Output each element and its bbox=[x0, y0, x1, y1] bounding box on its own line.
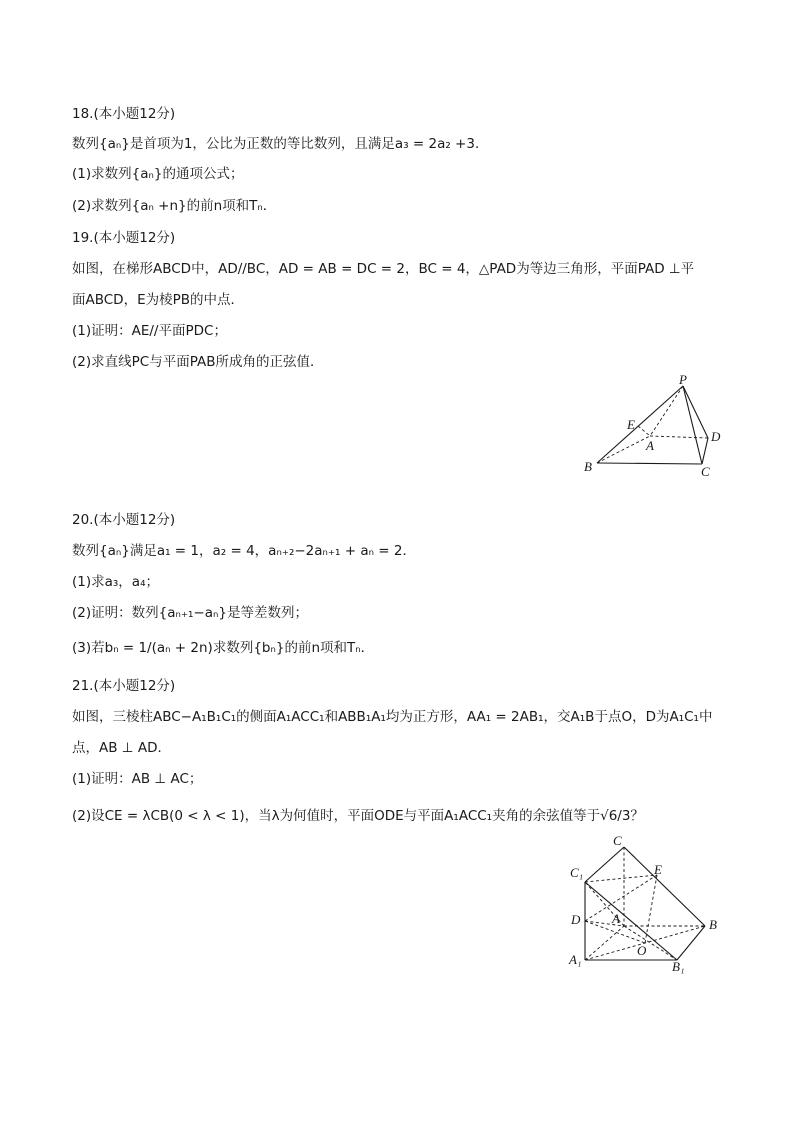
label-D: D bbox=[571, 912, 581, 927]
problem-20-part-1: (1)求a₃，a₄； bbox=[72, 574, 159, 590]
label-C1: C₁ bbox=[570, 865, 584, 880]
label-O: O bbox=[637, 943, 647, 958]
problem-18-statement: 数列{aₙ}是首项为1，公比为正数的等比数列，且满足a₃ = 2a₂ +3． bbox=[72, 136, 489, 152]
prism-figure bbox=[560, 830, 730, 980]
problem-19-statement-line-2: 面ABCD，E为棱PB的中点． bbox=[72, 292, 245, 308]
label-E: E bbox=[627, 417, 635, 432]
problem-20-part-2: (2)证明：数列{aₙ₊₁−aₙ}是等差数列； bbox=[72, 605, 308, 621]
label-C: C bbox=[613, 833, 622, 848]
problem-18-part-2: (2)求数列{aₙ +n}的前n项和Tₙ． bbox=[72, 198, 277, 214]
problem-20-header: 20.(本小题12分) bbox=[72, 512, 176, 528]
problem-19-part-1: (1)证明：AE//平面PDC； bbox=[72, 323, 227, 339]
problem-21-part-1: (1)证明：AB ⊥ AC； bbox=[72, 771, 203, 787]
problem-21-statement-line-1: 如图，三棱柱ABC−A₁B₁C₁的侧面A₁ACC₁和ABB₁A₁均为正方形，AA₁ = 2AB₁，交A₁B于点O，D为A₁C₁中 bbox=[72, 709, 713, 725]
problem-20-part-3: (3)若bₙ = 1/(aₙ + 2n)求数列{bₙ}的前n项和Tₙ． bbox=[72, 640, 375, 656]
problem-21-header: 21.(本小题12分) bbox=[72, 678, 176, 694]
problem-18-part-1: (1)求数列{aₙ}的通项公式； bbox=[72, 166, 244, 182]
label-P: P bbox=[679, 372, 687, 387]
problem-21-statement-line-2: 点，AB ⊥ AD． bbox=[72, 740, 171, 756]
label-B: B bbox=[584, 459, 592, 474]
label-A: A bbox=[612, 911, 620, 926]
label-B1: B₁ bbox=[672, 959, 685, 974]
label-E: E bbox=[654, 862, 662, 877]
label-D: D bbox=[711, 429, 721, 444]
problem-19-part-2: (2)求直线PC与平面PAB所成角的正弦值． bbox=[72, 354, 324, 370]
problem-19-header: 19.(本小题12分) bbox=[72, 230, 176, 246]
problem-20-statement: 数列{aₙ}满足a₁ = 1，a₂ = 4，aₙ₊₂−2aₙ₊₁ + aₙ = 2． bbox=[72, 543, 416, 559]
pyramid-figure bbox=[580, 372, 730, 482]
problem-18-header: 18.(本小题12分) bbox=[72, 106, 176, 122]
label-A: A bbox=[646, 438, 654, 453]
label-C: C bbox=[701, 464, 710, 479]
label-A1: A₁ bbox=[569, 952, 582, 967]
problem-21-part-2: (2)设CE = λCB(0 < λ < 1)，当λ为何值时，平面ODE与平面A₁ACC₁夹角的余弦值等于√6/3？ bbox=[72, 808, 644, 824]
label-B: B bbox=[709, 917, 717, 932]
problem-19-statement-line-1: 如图，在梯形ABCD中，AD//BC，AD = AB = DC = 2，BC = 4，△PAD为等边三角形，平面PAD ⊥平 bbox=[72, 261, 695, 277]
